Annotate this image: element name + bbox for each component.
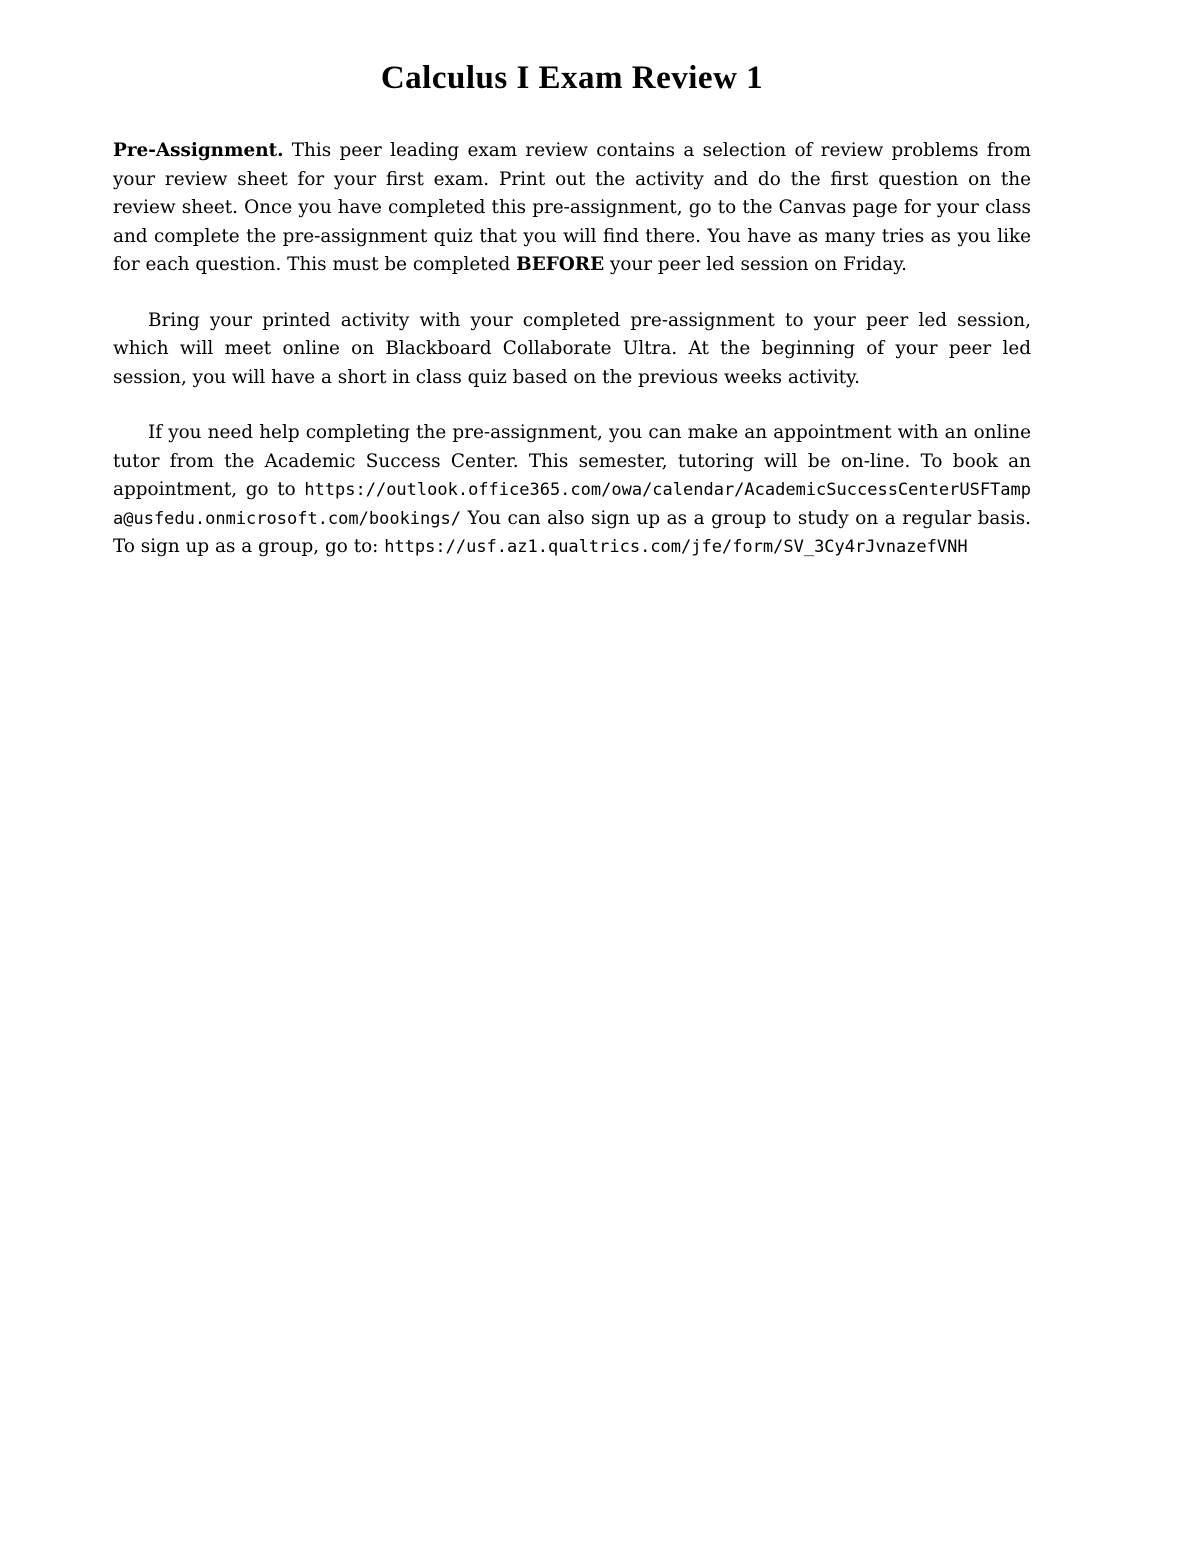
- group-signup-link[interactable]: https://usf.az1.qualtrics.com/jfe/form/SV_3Cy4rJvnazefVNH: [384, 537, 968, 557]
- document-page: [113, 60, 1031, 589]
- peer-session-paragraph: Bring your printed activity with your completed pre-assignment to your peer led session, which will meet online on Blackboard Collaborate Ultra. At the beginning of your peer led session, you will have a short in class quiz based on the previous weeks activity.: [113, 309, 1031, 388]
- booking-link[interactable]: https://outlook.office365.com/owa/calendar/AcademicSuccessCenterUSFTampa@usfedu.onmicrosoft.com/bookings/: [113, 480, 1031, 529]
- document-title: Calculus I Exam Review 1: [380, 60, 764, 96]
- pre-assignment-heading: Pre-Assignment.: [113, 140, 284, 161]
- tutoring-paragraph: [113, 419, 1031, 562]
- pre-assignment-text-b: your peer led session on Friday.: [604, 254, 908, 275]
- tutoring-text-a: If you need help completing the pre-assignment, you can make an appointment with an online tutor from the Academic Success Center. This semester, tutoring will be on-line. To book an appointment, go to: [113, 422, 1031, 500]
- tutoring-text-b: You can also sign up as a group to study on a regular basis. To sign up as a group, go to:: [113, 507, 1031, 557]
- before-emphasis: BEFORE: [516, 254, 605, 275]
- pre-assignment-text-a: This peer leading exam review contains a selection of review problems from your review sheet for your first exam. Print out the activity and do the first question on the review sheet. Once you have completed this pre-assignment, go to the Canvas page for your class and complete the pre-assignment quiz that you will find there. You have as many tries as you like for each question. This must be completed: [113, 140, 1031, 275]
- pre-assignment-paragraph: [113, 137, 1031, 280]
